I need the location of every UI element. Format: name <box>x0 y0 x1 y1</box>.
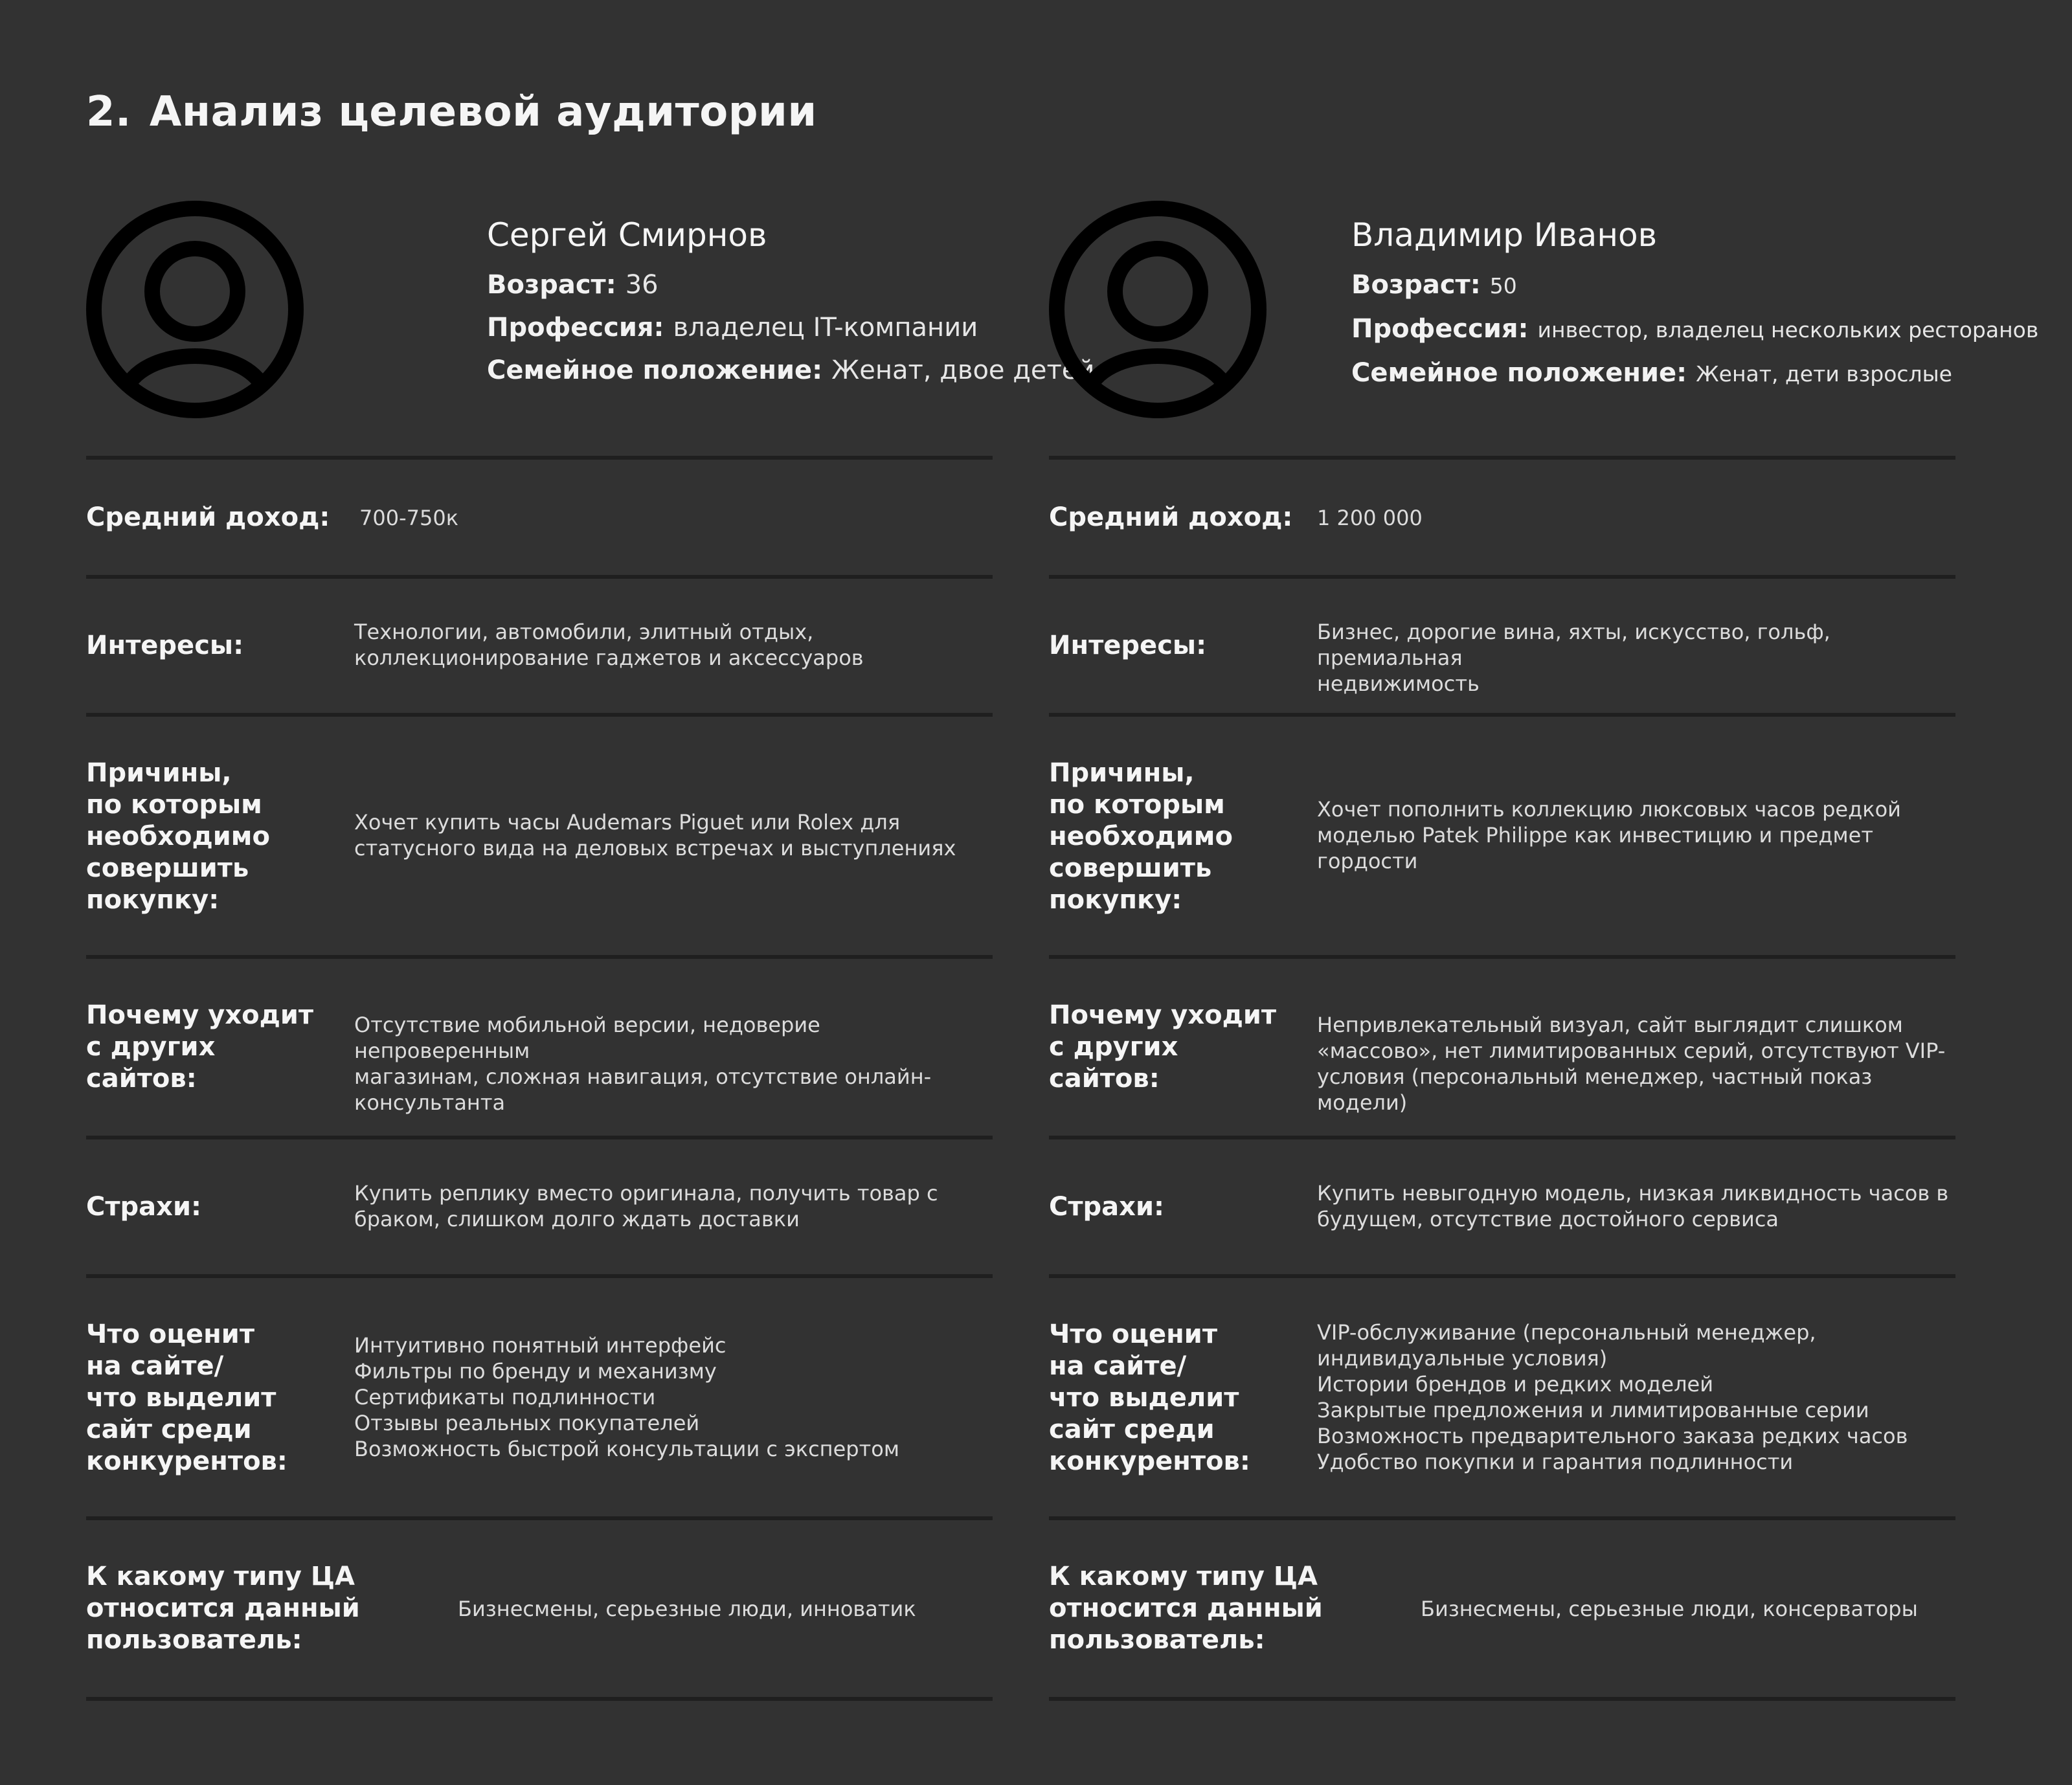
divider <box>1049 575 1955 579</box>
persona-card-1 <box>86 201 1095 1780</box>
age-label: Возраст: <box>487 270 616 300</box>
fears-value: Купить невыгодную модель, низкая ликвидность часов в будущем, отсутствие достойного сервиса <box>1317 1181 1949 1231</box>
section-title: Анализ целевой аудитории <box>149 88 817 136</box>
family-label: Семейное положение: <box>487 355 823 385</box>
income-label: Средний доход: <box>1049 502 1293 532</box>
persona-name: Владимир Иванов <box>1351 216 1658 254</box>
appreciates-label: Что оценит на сайте/ что выделит сайт среди конкурентов: <box>86 1319 287 1476</box>
family-value: Женат, двое детей <box>831 355 1095 385</box>
fears-value: Купить реплику вместо оригинала, получить товар с браком, слишком долго ждать доставки <box>354 1181 938 1231</box>
reasons-value: Хочет купить часы Audemars Piguet или Rolex для статусного вида на деловых встречах и выступлениях <box>354 810 956 860</box>
page-title <box>86 88 817 136</box>
interests-value: Технологии, автомобили, элитный отдых, коллекционирование гаджетов и аксессуаров <box>354 620 864 670</box>
profession-line <box>1351 308 2038 352</box>
interests-value: Бизнес, дорогие вина, яхты, искусство, гольф, премиальная недвижимость <box>1317 620 1830 696</box>
persona-card-2 <box>1049 201 2039 1780</box>
audience-type-value: Бизнесмены, серьезные люди, инноватик <box>458 1597 916 1621</box>
divider <box>1049 1697 1955 1701</box>
divider <box>1049 1274 1955 1278</box>
divider <box>86 575 993 579</box>
divider <box>86 1516 993 1520</box>
section-number: 2. <box>86 88 131 136</box>
age-line <box>487 264 1094 306</box>
divider <box>86 1697 993 1701</box>
family-line <box>487 349 1094 392</box>
profile-summary <box>1351 216 2038 396</box>
family-line <box>1351 352 2038 396</box>
reasons-value: Хочет пополнить коллекцию люксовых часов редкой моделью Patek Philippe как инвестицию и предмет гордости <box>1317 797 1901 873</box>
divider <box>1049 955 1955 959</box>
income-label: Средний доход: <box>86 502 330 532</box>
audience-type-value: Бизнесмены, серьезные люди, консерваторы <box>1421 1597 1918 1621</box>
divider <box>1049 713 1955 717</box>
audience-type-label: К какому типу ЦА относится данный пользователь: <box>1049 1562 1323 1655</box>
reasons-label: Причины, по которым необходимо совершить покупку: <box>1049 758 1233 915</box>
family-label: Семейное положение: <box>1351 358 1687 388</box>
divider <box>86 456 993 460</box>
user-avatar-icon <box>86 201 304 418</box>
appreciates-label: Что оценит на сайте/ что выделит сайт среди конкурентов: <box>1049 1319 1250 1476</box>
divider <box>86 713 993 717</box>
profession-value: инвестор, владелец нескольких ресторанов <box>1537 317 2039 342</box>
leaving-label: Почему уходит с других сайтов: <box>86 1000 314 1094</box>
appreciates-value: VIP-обслуживание (персональный менеджер, индивидуальные условия) Истории брендов и редких моделей Закрытые предложения и лимитированные серии Возможность предварительного заказа редких часов Удобство покупки и гарантия подлинности <box>1317 1320 1908 1474</box>
appreciates-value: Интуитивно понятный интерфейс Фильтры по бренду и механизму Сертификаты подлинности Отзывы реальных покупателей Возможность быстрой консультации с экспертом <box>354 1333 899 1461</box>
age-value: 50 <box>1489 273 1517 298</box>
reasons-label: Причины, по которым необходимо совершить покупку: <box>86 758 270 915</box>
interests-label: Интересы: <box>1049 631 1207 660</box>
interests-label: Интересы: <box>86 631 244 660</box>
leaving-value: Отсутствие мобильной версии, недоверие непроверенным магазинам, сложная навигация, отсутствие онлайн- консультанта <box>354 1013 932 1115</box>
profession-label: Профессия: <box>1351 314 1529 344</box>
divider <box>1049 456 1955 460</box>
family-value: Женат, дети взрослые <box>1696 361 1952 387</box>
income-value: 700-750к <box>359 506 459 530</box>
profile-summary <box>487 216 1094 392</box>
profession-value: владелец IT-компании <box>673 313 978 342</box>
fears-label: Страхи: <box>86 1192 201 1222</box>
leaving-value: Непривлекательный визуал, сайт выглядит слишком «массово», нет лимитированных серий, отсутствуют VIP- условия (персональный менеджер, частный показ модели) <box>1317 1013 1946 1115</box>
divider <box>86 955 993 959</box>
divider <box>86 1136 993 1139</box>
age-line <box>1351 264 2038 308</box>
persona-name: Сергей Смирнов <box>487 216 767 254</box>
fears-label: Страхи: <box>1049 1192 1164 1222</box>
user-avatar-icon <box>1049 201 1267 418</box>
divider <box>1049 1516 1955 1520</box>
profession-line <box>487 306 1094 349</box>
leaving-label: Почему уходит с других сайтов: <box>1049 1000 1277 1094</box>
profession-label: Профессия: <box>487 313 664 342</box>
income-value: 1 200 000 <box>1317 506 1423 530</box>
age-value: 36 <box>625 270 659 300</box>
age-label: Возраст: <box>1351 270 1481 300</box>
audience-type-label: К какому типу ЦА относится данный пользователь: <box>86 1562 360 1655</box>
divider <box>1049 1136 1955 1139</box>
divider <box>86 1274 993 1278</box>
